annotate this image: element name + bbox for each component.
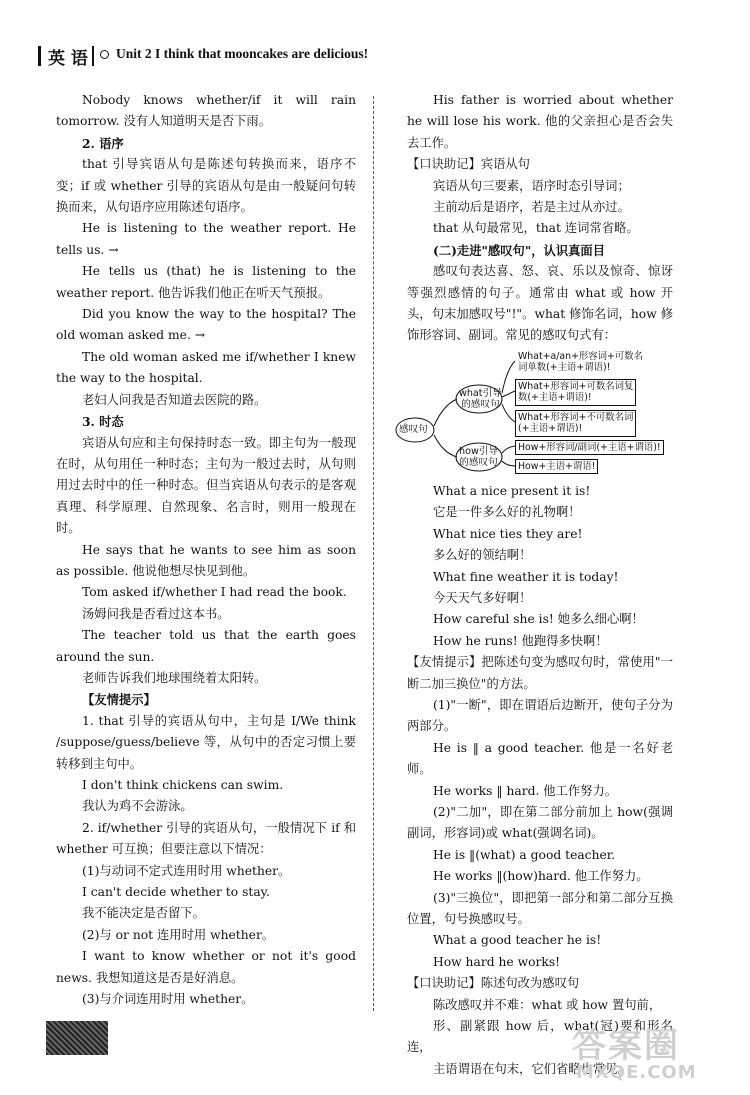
watermark	[572, 1018, 722, 1088]
tip-paragraph: 【友情提示】把陈述句变为感叹句时，常使用"一断二加三换位"的方法。	[407, 655, 673, 691]
list-item: (1)"一断"，即在谓语后边断开，使句子分为两部分。	[407, 697, 673, 734]
mnemonic-line: that 从句最常见，that 连词常省略。	[433, 221, 639, 236]
section-heading: (二)走进"感叹句"，认识真面目	[433, 242, 606, 258]
example-sentence: How careful she is! 她多么细心啊！	[433, 612, 644, 627]
example-sentence: I can't decide whether to stay.	[82, 885, 270, 900]
how-pattern-2: How+主语+谓语!	[515, 459, 598, 475]
example-sentence: Tom asked if/whether I had read the book.	[82, 585, 347, 600]
paragraph: 感叹句表达喜、怒、哀、乐以及惊奇、惊讶等强烈感情的句子。通常由 what 或 how 开头，句末加感叹号"!"。what 修饰名词，how 修饰形容词、副词。常见的感叹句式有：	[407, 264, 673, 343]
example-sentence: What nice ties they are!	[433, 526, 583, 541]
what-pattern-2: What+形容词+可数名词复 数(+主语+谓语)!	[515, 379, 636, 406]
list-item: (3)与介词连用时用 whether。	[82, 992, 254, 1007]
example-sentence: What fine weather it is today!	[433, 569, 619, 584]
what-pattern-1: What+a/an+形容词+可数名 词单数(+主语+谓语)!	[515, 349, 646, 376]
example-sentence: The old woman asked me if/whether I knew the way to the hospital.	[56, 349, 356, 386]
circle-icon	[100, 50, 109, 59]
translation: 我认为鸡不会游泳。	[82, 799, 193, 814]
example-sentence: He works ‖ hard. 他工作努力。	[433, 783, 618, 798]
example-sentence: Did you know the way to the hospital? The old woman asked me. →	[56, 307, 356, 343]
header-bar-divider	[92, 46, 94, 66]
watermark-line-1: 答案圈	[572, 1026, 680, 1066]
left-column	[56, 90, 356, 1010]
unit-title: Unit 2 I think that mooncakes are delicious!	[116, 46, 369, 61]
paragraph: Nobody knows whether/if it will rain tomorrow. 没有人知道明天是否下雨。	[56, 93, 356, 129]
mnemonic-line: 陈改感叹并不难：what 或 how 置句前，	[433, 997, 662, 1012]
example-sentence: How hard he works!	[433, 954, 561, 969]
paragraph: 1. that 引导的宾语从句中，主句是 I/We think /suppose/guess/believe 等，从句中的否定习惯上要转移到主句中。	[56, 713, 356, 771]
header-bar-left	[38, 46, 41, 66]
how-pattern-1: How+形容词/副词(+主语+谓语)!	[515, 440, 664, 456]
translation: 今天天气多好啊！	[433, 590, 532, 605]
right-column	[399, 90, 673, 1080]
example-sentence: What a nice present it is!	[433, 483, 591, 498]
translation: 老妇人问我是否知道去医院的路。	[82, 392, 267, 407]
example-sentence: How he runs! 他跑得多快啊！	[433, 633, 608, 648]
how-node-label: how引导 的感叹句	[459, 445, 498, 469]
tip-heading: 【友情提示】	[82, 692, 156, 708]
mnemonic-line: 宾语从句三要素，语序时态引导词；	[433, 178, 630, 193]
paragraph: 宾语从句应和主句保持时态一致。即主句为一般现在时，从句用任一种时态；主句为一般过去时，从句则用过去时中的任一种时态。但当宾语从句表示的是客观真理、科学原理、自然现象、名言时，则用一般现在时。	[56, 435, 356, 536]
watermark-line-2: MXQE.COM	[576, 1062, 697, 1083]
example-sentence: His father is worried about whether he will lose his work. 他的父亲担心是否会失去工作。	[407, 93, 673, 150]
paragraph: that 引导宾语从句是陈述句转换而来，语序不变；if 或 whether 引导的宾语从句是由一般疑问句转换而来，从句语序应用陈述句语序。	[56, 157, 356, 215]
example-sentence: He works ‖(how)hard. 他工作努力。	[433, 869, 649, 884]
translation: 多么好的领结啊！	[433, 548, 532, 563]
subject-label: 英 语	[48, 49, 88, 69]
mnemonic-heading: 【口诀助记】宾语从句	[407, 157, 530, 172]
translation: 我不能决定是否留下。	[82, 906, 205, 921]
mnemonic-line: 形、副紧跟 how 后，what(冠)要和形名连，	[407, 1019, 673, 1055]
mnemonic-line: 主语谓语在句末，它们省略也常见。	[433, 1061, 630, 1076]
example-sentence: He is ‖ a good teacher. 他是一名好老师。	[407, 740, 673, 777]
translation: 汤姆问我是否看过这本书。	[82, 606, 230, 621]
example-sentence: He tells us (that) he is listening to the weather report. 他告诉我们他正在听天气预报。	[56, 264, 356, 300]
translation: 老师告诉我们地球围绕着太阳转。	[82, 670, 267, 685]
translation: 它是一件多么好的礼物啊！	[433, 505, 581, 520]
example-sentence: I don't think chickens can swim.	[82, 778, 284, 792]
example-sentence: He is ‖(what) a good teacher.	[433, 847, 616, 862]
mnemonic-line: 主前动后是语序，若是主过从亦过。	[433, 200, 630, 215]
example-sentence: What a good teacher he is!	[433, 933, 602, 948]
list-item: (2)"二加"，即在第二部分前加上 how(强调副词，形容词)或 what(强调名词)。	[407, 804, 673, 841]
diagram-root-label: 感叹句	[399, 423, 428, 435]
example-sentence: The teacher told us that the earth goes around the sun.	[56, 628, 356, 664]
page-number-block	[46, 1021, 108, 1055]
example-sentence: He says that he wants to see him as soon as possible. 他说他想尽快见到他。	[56, 542, 356, 578]
section-heading: 2. 语序	[82, 135, 124, 151]
exclamation-structure-diagram	[395, 349, 661, 477]
mnemonic-heading: 【口诀助记】陈述句改为感叹句	[407, 976, 580, 991]
list-item: (1)与动词不定式连用时用 whether。	[82, 863, 291, 878]
section-heading: 3. 时态	[82, 414, 124, 430]
list-item: (3)"三换位"，即把第一部分和第二部分互换位置，句号换感叹号。	[407, 890, 673, 926]
list-item: (2)与 or not 连用时用 whether。	[82, 927, 275, 942]
what-pattern-3: What+形容词+不可数名词 (+主语+谓语)!	[515, 410, 636, 437]
example-sentence: He is listening to the weather report. He tells us. →	[56, 221, 356, 257]
example-sentence: I want to know whether or not it's good news. 我想知道这是否是好消息。	[56, 949, 356, 985]
paragraph: 2. if/whether 引导的宾语从句，一般情况下 if 和 whether 可互换；但要注意以下情况：	[56, 820, 356, 857]
column-divider	[373, 96, 374, 1011]
page-header	[38, 44, 728, 68]
what-node-label: what引导 的感叹句	[459, 387, 502, 411]
